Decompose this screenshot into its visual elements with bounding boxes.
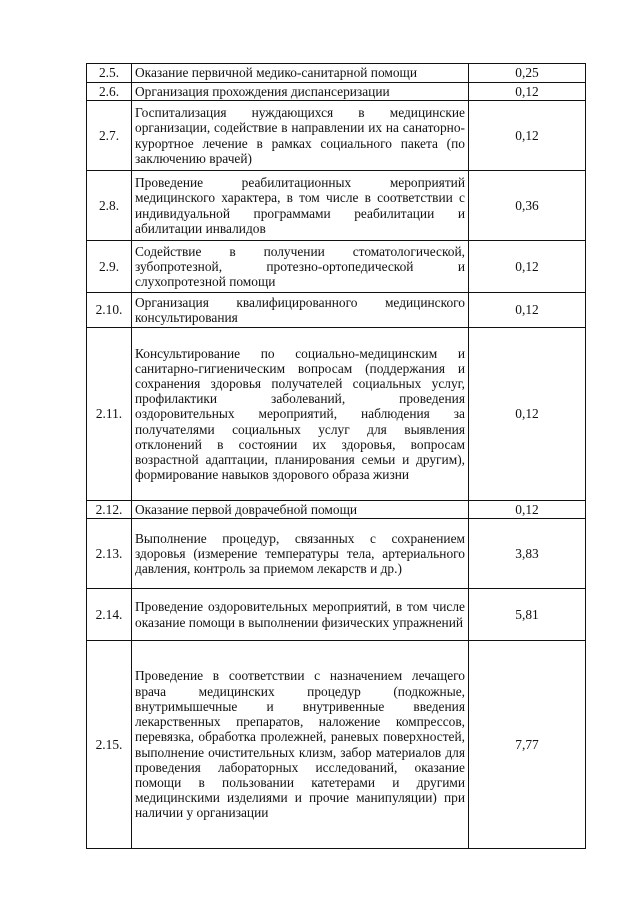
service-value: 0,12 [469, 501, 586, 519]
service-name: Организация квалифицированного медицинского консультирования [132, 293, 469, 328]
row-number: 2.15. [87, 641, 132, 849]
table-row [87, 519, 586, 589]
service-value: 5,81 [469, 589, 586, 641]
service-name: Оказание первичной медико-санитарной помощи [132, 64, 469, 83]
services-table [86, 63, 586, 849]
service-name: Оказание первой доврачебной помощи [132, 501, 469, 519]
service-name: Консультирование по социально-медицинским и санитарно-гигиеническим вопросам (поддержания и сохранения здоровья получателей социальных услуг, профилактики заболеваний, проведения оздоровительных мероприятий, наблюдения за получателями социальных услуг для выявления отклонений в состоянии их здоровья, вопросам возрастной адаптации, планирования семьи и другим), формирование навыков здорового образа жизни [132, 328, 469, 501]
table-row [87, 171, 586, 241]
service-name: Проведение реабилитационных мероприятий медицинского характера, в том числе в соответствии с индивидуальной программами реабилитации и абилитации инвалидов [132, 171, 469, 241]
service-value: 0,12 [469, 83, 586, 101]
service-value: 0,12 [469, 328, 586, 501]
table-row [87, 101, 586, 171]
service-name: Выполнение процедур, связанных с сохранением здоровья (измерение температуры тела, артериального давления, контроль за приемом лекарств и др.) [132, 519, 469, 589]
service-value: 0,12 [469, 293, 586, 328]
service-value: 7,77 [469, 641, 586, 849]
table-row [87, 64, 586, 83]
service-name: Проведение в соответствии с назначением лечащего врача медицинских процедур (подкожные, внутримышечные и внутривенные введения лекарственных препаратов, наложение компрессов, перевязка, обработка пролежней, раневых поверхностей, выполнение очистительных клизм, забор материалов для проведения лабораторных исследований, оказание помощи в пользовании катетерами и другими медицинскими изделиями и прочие манипуляции) при наличии у организации [132, 641, 469, 849]
table-row [87, 241, 586, 293]
row-number: 2.11. [87, 328, 132, 501]
table-row [87, 501, 586, 519]
row-number: 2.12. [87, 501, 132, 519]
service-name: Организация прохождения диспансеризации [132, 83, 469, 101]
service-value: 0,12 [469, 241, 586, 293]
service-value: 0,25 [469, 64, 586, 83]
table-row [87, 293, 586, 328]
table-row [87, 641, 586, 849]
row-number: 2.7. [87, 101, 132, 171]
service-name: Госпитализация нуждающихся в медицинские организации, содействие в направлении их на санаторно-курортное лечение в рамках социального пакета (по заключению врачей) [132, 101, 469, 171]
row-number: 2.5. [87, 64, 132, 83]
service-name: Содействие в получении стоматологической, зубопротезной, протезно-ортопедической и слухопротезной помощи [132, 241, 469, 293]
row-number: 2.9. [87, 241, 132, 293]
row-number: 2.13. [87, 519, 132, 589]
service-value: 0,36 [469, 171, 586, 241]
row-number: 2.10. [87, 293, 132, 328]
service-value: 3,83 [469, 519, 586, 589]
row-number: 2.14. [87, 589, 132, 641]
table-row [87, 589, 586, 641]
service-name: Проведение оздоровительных мероприятий, в том числе оказание помощи в выполнении физических упражнений [132, 589, 469, 641]
row-number: 2.8. [87, 171, 132, 241]
service-value: 0,12 [469, 101, 586, 171]
table-row [87, 328, 586, 501]
row-number: 2.6. [87, 83, 132, 101]
table-row [87, 83, 586, 101]
